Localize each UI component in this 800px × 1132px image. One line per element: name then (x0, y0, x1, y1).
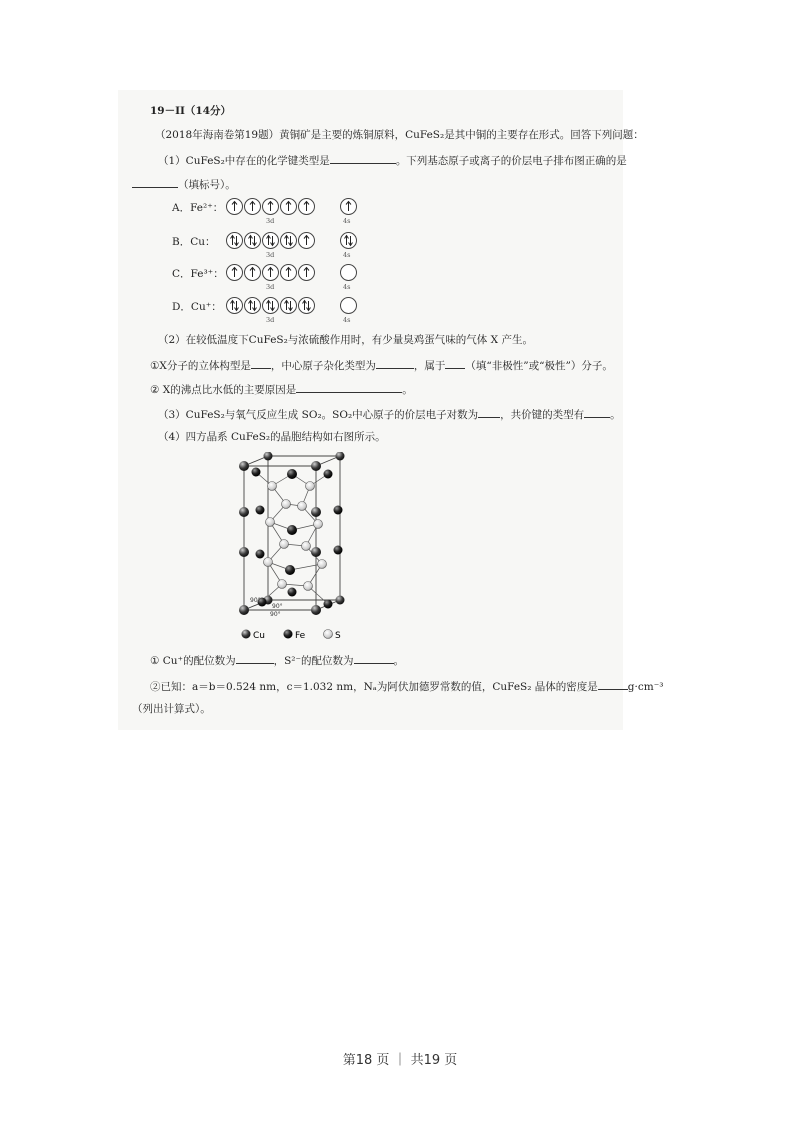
q4-3-text: （列出计算式）。 (132, 703, 211, 715)
q2-1-text-b: ，中心原子杂化类型为 (270, 360, 376, 372)
q2-2-line (150, 381, 413, 397)
angle-label: 90° (270, 611, 281, 618)
answer-blank (251, 357, 271, 369)
q3-text-b: ，共价键的类型有 (500, 409, 585, 421)
orbital-box (244, 297, 261, 314)
page-footer: 第18 页 ｜ 共19 页 (342, 1053, 458, 1068)
orbital-box (226, 232, 243, 249)
orbital-box (280, 297, 297, 314)
answer-blank (376, 357, 414, 369)
answer-blank (236, 652, 274, 664)
subshell-label: 3d (266, 217, 275, 225)
orbital-option-d (172, 297, 362, 331)
orbital-box (340, 264, 357, 281)
orbital-box (262, 198, 279, 215)
angle-label: 90° (250, 597, 261, 604)
legend-label-s: S (335, 631, 341, 641)
subshell-label: 4s (343, 217, 351, 225)
q1-text-c: （填标号）。 (178, 179, 236, 191)
option-label: B．Cu： (172, 236, 216, 248)
orbital-box (262, 264, 279, 281)
q2-text: （2）在较低温度下CuFeS₂与浓硫酸作用时，有少量臭鸡蛋气味的气体 X 产生。 (158, 334, 533, 346)
q2-2-text-a: ② X的沸点比水低的主要原因是 (150, 384, 297, 396)
orbital-box (244, 232, 261, 249)
orbital-box (226, 297, 243, 314)
legend (242, 630, 342, 642)
orbital-box (226, 264, 243, 281)
q4-2-text-a: ②已知：a＝b＝0.524 nm，c＝1.032 nm，Nₐ为阿伏加德罗常数的值，CuFeS₂ 晶体的密度是 (150, 681, 598, 693)
option-label: C．Fe³⁺： (172, 268, 224, 280)
answer-blank (330, 152, 396, 164)
orbital-box (340, 198, 357, 215)
q4-2-text-b: g·cm⁻³ (627, 681, 664, 693)
question-number: 19－II（14分） (150, 105, 232, 117)
q4-1-text-c: 。 (393, 655, 405, 667)
q4-2-line (150, 678, 663, 694)
angle-label: 90° (272, 603, 283, 610)
legend-label-cu: Cu (253, 631, 265, 641)
q2-1-text-a: ①X分子的立体构型是 (150, 360, 251, 372)
orbital-box (298, 198, 315, 215)
atoms (239, 452, 345, 615)
q1-line2 (132, 176, 236, 192)
orbital-box (340, 297, 357, 314)
orbital-box (298, 232, 315, 249)
orbital-box (280, 264, 297, 281)
subshell-label: 3d (266, 316, 275, 324)
orbital-box (280, 198, 297, 215)
subshell-label: 3d (266, 283, 275, 291)
subshell-label: 4s (343, 251, 351, 259)
bond-lines (256, 472, 328, 604)
q1-text-b: 。下列基态原子或离子的价层电子排布图正确的是 (395, 155, 627, 167)
q3-text-c: 。 (610, 409, 621, 421)
orbital-option-b (172, 232, 362, 266)
subshell-label: 3d (266, 251, 275, 259)
q4-1-text-a: ① Cu⁺的配位数为 (150, 655, 236, 667)
answer-blank (478, 406, 500, 418)
intro-text: （2018年海南卷第19题）黄铜矿是主要的炼铜原料，CuFeS₂是其中铜的主要存在形式。回答下列问题： (155, 129, 644, 141)
q2-1-text-c: ，属于 (413, 360, 446, 372)
orbital-box (280, 232, 297, 249)
orbital-option-a (172, 198, 362, 232)
orbital-option-c (172, 264, 362, 298)
q3-line (158, 406, 621, 422)
q1-text-a: （1）CuFeS₂中存在的化学键类型是 (158, 155, 330, 167)
orbital-box (298, 264, 315, 281)
answer-blank (132, 176, 178, 188)
q1-line (158, 152, 627, 168)
orbital-box (298, 297, 315, 314)
option-label: D．Cu⁺： (172, 301, 222, 313)
answer-blank (598, 678, 628, 690)
answer-blank (354, 652, 394, 664)
orbital-box (226, 198, 243, 215)
answer-blank (584, 406, 610, 418)
crystal-structure-figure (232, 452, 372, 648)
legend-label-fe: Fe (295, 631, 306, 641)
orbital-box (262, 297, 279, 314)
answer-blank (445, 357, 465, 369)
option-label: A．Fe²⁺： (172, 202, 224, 214)
q2-1-line (150, 357, 613, 373)
subshell-label: 4s (343, 283, 351, 291)
q2-2-text-b: 。 (402, 384, 413, 396)
subshell-label: 4s (343, 316, 351, 324)
q4-1-text-b: ，S²⁻的配位数为 (273, 655, 354, 667)
orbital-box (340, 232, 357, 249)
orbital-box (244, 198, 261, 215)
q3-text-a: （3）CuFeS₂与氧气反应生成 SO₂。SO₂中心原子的价层电子对数为 (158, 409, 479, 421)
q4-1-line (150, 652, 404, 668)
q2-1-text-d: （填“非极性”或“极性”）分子。 (465, 360, 613, 372)
q4-text: （4）四方晶系 CuFeS₂的晶胞结构如右图所示。 (158, 431, 386, 443)
orbital-box (244, 264, 261, 281)
answer-blank (296, 381, 402, 393)
orbital-box (262, 232, 279, 249)
